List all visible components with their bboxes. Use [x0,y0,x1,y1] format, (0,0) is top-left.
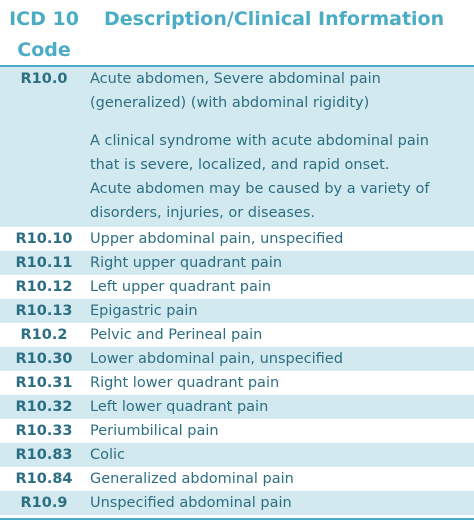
row-code: R10.84 [15,471,73,487]
description-column-header: Description/Clinical Information [104,8,445,30]
table-body [0,67,474,515]
table-row [0,395,474,419]
row-code: R10.30 [15,351,73,367]
row-code: R10.13 [15,303,73,319]
row-description: Colic [90,447,126,463]
table-header [0,0,474,66]
row-description: Generalized abdominal pain [90,471,294,487]
row-description: Unspecified abdominal pain [90,495,292,511]
clinical-info-line: A clinical syndrome with acute abdominal pain [90,133,429,149]
row-code: R10.9 [20,495,68,511]
table-bottom-border [0,518,474,520]
row-description: Epigastric pain [90,303,198,319]
description-line: Acute abdomen, Severe abdominal pain [90,71,381,87]
row-description: Left lower quadrant pain [90,399,269,415]
row-code: R10.33 [15,423,73,439]
row-code: R10.83 [15,447,73,463]
clinical-info-line: disorders, injuries, or diseases. [90,205,316,221]
table-row [0,419,474,443]
row-code: R10.31 [15,375,73,391]
row-code: R10.32 [15,399,73,415]
table-row [0,299,474,323]
row-code: R10.0 [20,71,68,87]
row-code: R10.11 [15,255,73,271]
table-row [0,323,474,347]
table-row [0,467,474,491]
row-description: Right upper quadrant pain [90,255,283,271]
description-line: (generalized) (with abdominal rigidity) [90,95,370,111]
clinical-info-line: Acute abdomen may be caused by a variety of [90,181,430,197]
table-row [0,275,474,299]
row-description: Right lower quadrant pain [90,375,280,391]
table-row [0,371,474,395]
row-description: Left upper quadrant pain [90,279,272,295]
code-header-line1: ICD 10 [9,8,79,30]
table-row [0,491,474,515]
row-description: Pelvic and Perineal pain [90,327,263,343]
row-description: Upper abdominal pain, unspecified [90,231,344,247]
code-header-line2: Code [17,39,71,61]
table-row [0,67,474,227]
row-code: R10.2 [20,327,68,343]
table-row [0,443,474,467]
row-description: Periumbilical pain [90,423,219,439]
row-description [90,67,470,225]
table-row [0,227,474,251]
row-code: R10.12 [15,279,73,295]
row-description: Lower abdominal pain, unspecified [90,351,343,367]
clinical-info-line: that is severe, localized, and rapid onset. [90,157,390,173]
table-row [0,347,474,371]
paragraph-gap [90,115,470,129]
row-code: R10.10 [15,231,73,247]
code-column-header [0,4,88,66]
table-row [0,251,474,275]
